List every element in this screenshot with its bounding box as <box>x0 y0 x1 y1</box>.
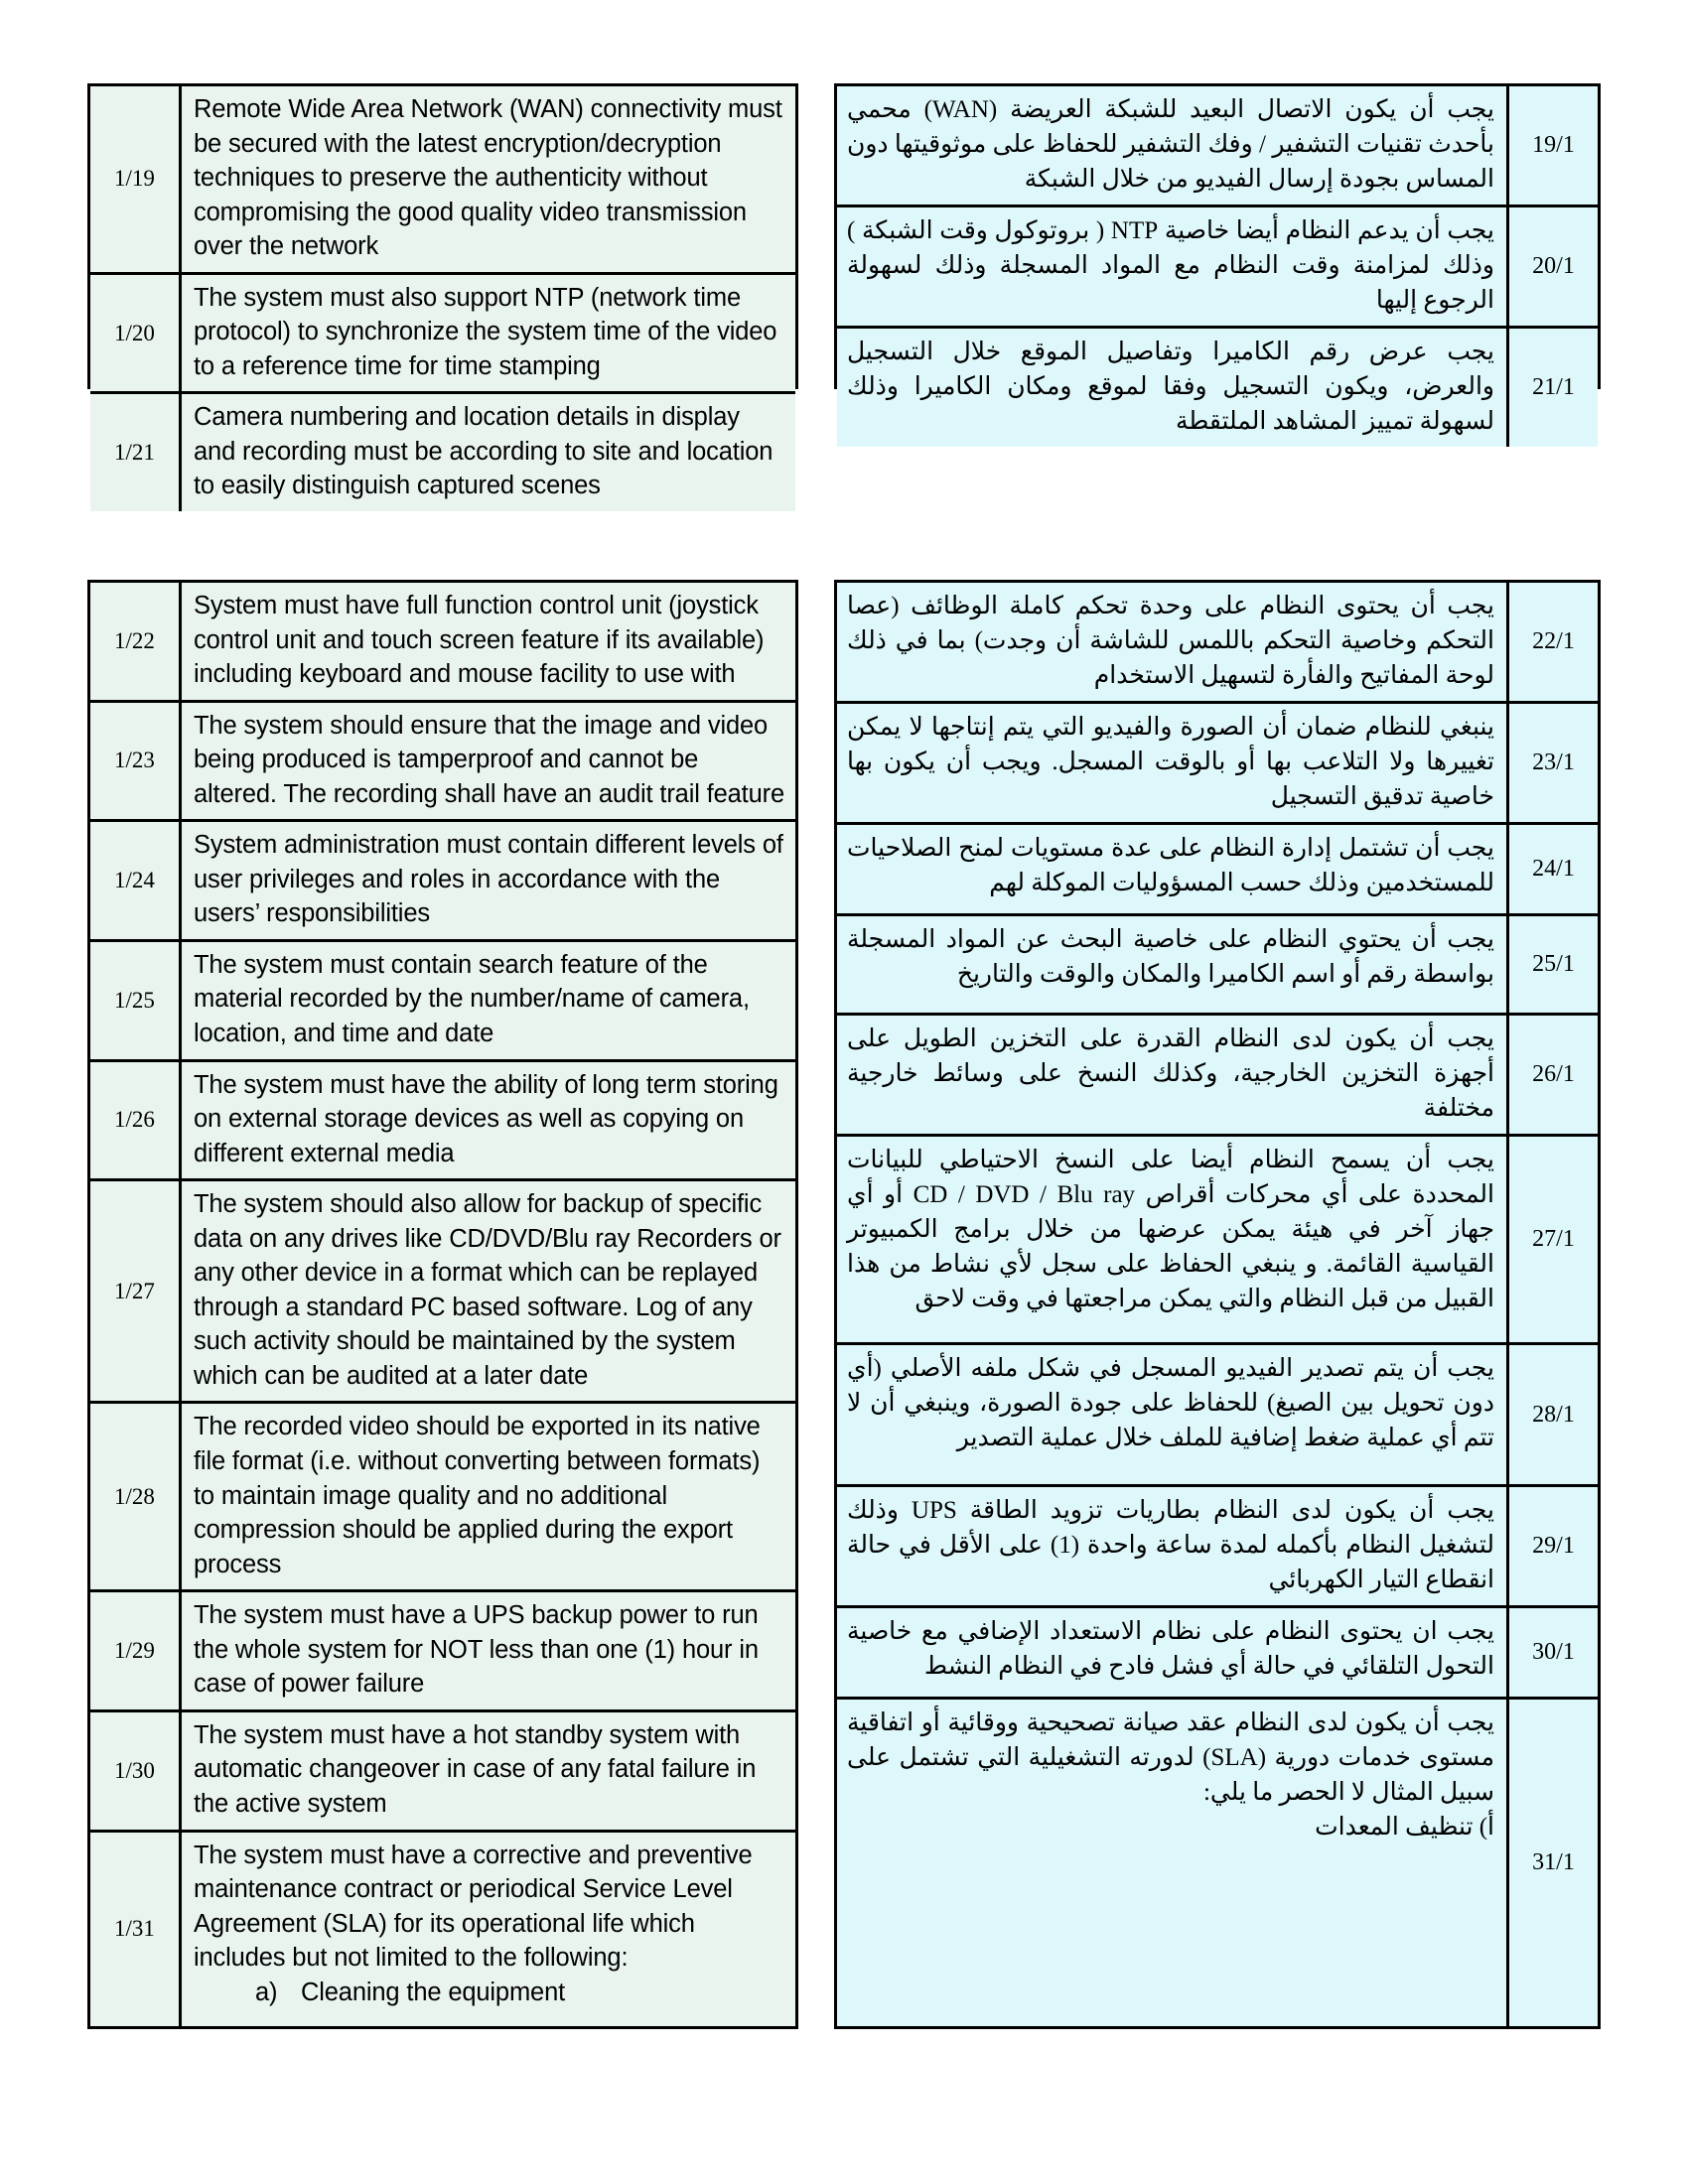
requirements-table-block-1 <box>87 83 1601 500</box>
row-number-en: 1/22 <box>90 583 182 700</box>
table-row <box>837 825 1598 916</box>
table-row <box>837 86 1598 207</box>
requirement-text-ar: يجب أن يكون الاتصال البعيد للشبكة العريضة (WAN) محمي بأحدث تقنيات التشفير / وفك التشفير للحفاظ على موثوقيتها دون المساس بجودة إرسال الفيديو من خلال الشبكة <box>837 86 1506 205</box>
table-row <box>837 1345 1598 1487</box>
requirement-text-ar: يجب أن يحتوي النظام على خاصية البحث عن المواد المسجلة بواسطة رقم أو اسم الكاميرا والمكان والوقت والتاريخ <box>837 916 1506 1013</box>
column-gap <box>798 83 834 389</box>
requirement-text-ar: يجب عرض رقم الكاميرا وتفاصيل الموقع خلال التسجيل والعرض، ويكون التسجيل وفقا لموقع ومكان الكاميرا وذلك لسهولة تمييز المشاهد الملتقطة <box>837 329 1506 447</box>
table-row <box>837 583 1598 704</box>
row-number-en: 1/31 <box>90 1833 182 2027</box>
requirement-text-en: The system must have a hot standby system with automatic changeover in case of any fatal failure in the active system <box>182 1712 795 1830</box>
row-number-en: 1/30 <box>90 1712 182 1830</box>
table-row <box>90 822 795 942</box>
arabic-table-2 <box>834 580 1601 2029</box>
requirement-text-en: Remote Wide Area Network (WAN) connectivity must be secured with the latest encryption/decryption techniques to preserve the authenticity without compromising the good quality video transmission over the network <box>182 86 795 272</box>
requirement-text-ar: يجب أن يتم تصدير الفيديو المسجل في شكل ملفه الأصلي (أي دون تحويل بين الصيغ) للحفاظ على جودة الصورة، وينبغي أن لا تتم أي عملية ضغط إضافية للملف خلال عملية التصدير <box>837 1345 1506 1484</box>
table-row <box>90 583 795 703</box>
table-row <box>90 942 795 1062</box>
row-number-ar: 21/1 <box>1506 329 1598 447</box>
english-table-1 <box>87 83 798 500</box>
requirement-text-ar: يجب أن تشتمل إدارة النظام على عدة مستويات لمنح الصلاحيات للمستخدمين وذلك حسب المسؤوليات الموكلة لهم <box>837 825 1506 913</box>
sub-list-marker: a) <box>255 1978 278 2006</box>
row-number-ar: 31/1 <box>1506 1700 1598 2026</box>
row-number-ar: 28/1 <box>1506 1345 1598 1484</box>
requirement-text-en: System must have full function control unit (joystick control unit and touch screen feature if its available) including keyboard and mouse facility to use with <box>182 583 795 700</box>
requirement-text-en: The system must have a UPS backup power to run the whole system for NOT less than one (1) hour in case of power failure <box>182 1592 795 1709</box>
row-number-en: 1/19 <box>90 86 182 272</box>
row-number-ar: 30/1 <box>1506 1608 1598 1697</box>
row-number-en: 1/28 <box>90 1404 182 1589</box>
requirement-text-en: The system should ensure that the image and video being produced is tamperproof and cannot be altered. The recording shall have an audit trail feature <box>182 703 795 820</box>
requirement-text-ar: يجب أن يحتوى النظام على وحدة تحكم كاملة الوظائف (عصا التحكم وخاصية التحكم باللمس للشاشة أن وجدت) بما في ذلك لوحة المفاتيح والفأرة لتسهيل الاستخدام <box>837 583 1506 701</box>
requirement-text-en: The system must have the ability of long term storing on external storage devices as well as copying on different external media <box>182 1062 795 1179</box>
table-row <box>90 275 795 395</box>
row-number-ar: 24/1 <box>1506 825 1598 913</box>
requirement-text-en: The system must contain search feature of the material recorded by the number/name of camera, location, and time and date <box>182 942 795 1059</box>
table-row <box>837 207 1598 329</box>
table-row <box>90 394 795 511</box>
requirement-text-ar: يجب أن يسمح النظام أيضا على النسخ الاحتياطي للبيانات المحددة على أي محركات أقراص CD / DVD / Blu ray أو أي جهاز آخر في هيئة يمكن عرضها من خلال برامج الكمبيوتر القياسية القائمة. و ينبغي الحفاظ على سجل لأي نشاط من هذا القبيل من قبل النظام والتي يمكن مراجعتها في وقت لاحق <box>837 1137 1506 1342</box>
requirement-text-en: The system must also support NTP (network time protocol) to synchronize the system time of the video to a reference time for time stamping <box>182 275 795 392</box>
row-number-en: 1/23 <box>90 703 182 820</box>
table-row <box>90 1181 795 1404</box>
table-row <box>837 704 1598 825</box>
requirement-text-ar: ينبغي للنظام ضمان أن الصورة والفيديو التي يتم إنتاجها لا يمكن تغييرها ولا التلاعب بها أو بالوقت المسجل. ويجب أن يكون بها خاصية تدقيق التسجيل <box>837 704 1506 822</box>
row-number-en: 1/29 <box>90 1592 182 1709</box>
requirement-text-ar-with-sublist <box>837 1700 1506 2026</box>
english-table-2 <box>87 580 798 2029</box>
row-number-en: 1/20 <box>90 275 182 392</box>
requirement-text-ar: يجب أن يدعم النظام أيضا خاصية NTP ( بروتوكول وقت الشبكة ) وذلك لمزامنة وقت النظام مع المواد المسجلة وذلك لسهولة الرجوع إليها <box>837 207 1506 326</box>
row-number-ar: 19/1 <box>1506 86 1598 205</box>
row-number-en: 1/26 <box>90 1062 182 1179</box>
table-row <box>837 329 1598 447</box>
table-row <box>837 1016 1598 1137</box>
requirements-table-block-2 <box>87 580 1601 2029</box>
requirement-text-en: Camera numbering and location details in display and recording must be according to site and location to easily distinguish captured scenes <box>182 394 795 511</box>
table-row <box>90 703 795 823</box>
row-number-ar: 26/1 <box>1506 1016 1598 1134</box>
requirement-text-ar: يجب أن يكون لدى النظام عقد صيانة تصحيحية ووقائية أو اتفاقية مستوى خدمات دورية (SLA) لدورته التشغيلية التي تشتمل على سبيل المثال لا الحصر ما يلي: <box>847 1709 1494 1806</box>
row-number-en: 1/21 <box>90 394 182 511</box>
requirement-text-en: The system should also allow for backup of specific data on any drives like CD/DVD/Blu ray Recorders or any other device in a format which can be replayed through a standard PC based software. Log of any such activity should be maintained by the system which can be audited at a later date <box>182 1181 795 1401</box>
requirement-text-en: The system must have a corrective and preventive maintenance contract or periodical Service Level Agreement (SLA) for its operational life which includes but not limited to the following: <box>194 1841 753 1973</box>
row-number-ar: 25/1 <box>1506 916 1598 1013</box>
row-number-en: 1/27 <box>90 1181 182 1401</box>
table-row <box>90 86 795 275</box>
table-row <box>90 1592 795 1712</box>
row-number-ar: 27/1 <box>1506 1137 1598 1342</box>
table-row <box>837 916 1598 1016</box>
requirement-text-ar: يجب أن يكون لدى النظام القدرة على التخزين الطويل على أجهزة التخزين الخارجية، وكذلك النسخ على وسائط خارجية مختلفة <box>837 1016 1506 1134</box>
row-number-ar: 29/1 <box>1506 1487 1598 1605</box>
table-row <box>90 1833 795 2027</box>
requirement-text-en-with-sublist <box>182 1833 795 2027</box>
arabic-table-1 <box>834 83 1601 435</box>
table-row <box>837 1137 1598 1345</box>
row-number-ar: 23/1 <box>1506 704 1598 822</box>
table-row <box>90 1712 795 1833</box>
table-row <box>837 1608 1598 1700</box>
row-number-ar: 22/1 <box>1506 583 1598 701</box>
table-row <box>837 1700 1598 2026</box>
column-gap <box>798 580 834 2029</box>
requirement-text-en: The recorded video should be exported in its native file format (i.e. without converting between formats) to maintain image quality and no additional compression should be applied during the export process <box>182 1404 795 1589</box>
sub-list-text: Cleaning the equipment <box>301 1978 566 2006</box>
sub-list-item-a-ar: أ) تنظيف المعدات <box>1315 1814 1494 1841</box>
table-row <box>90 1062 795 1182</box>
row-number-en: 1/25 <box>90 942 182 1059</box>
table-row <box>90 1404 795 1592</box>
row-number-ar: 20/1 <box>1506 207 1598 326</box>
sub-list-item-a <box>194 1976 785 2010</box>
requirement-text-en: System administration must contain different levels of user privileges and roles in accordance with the users’ responsibilities <box>182 822 795 939</box>
requirement-text-ar: يجب ان يحتوى النظام على نظام الاستعداد الإضافي مع خاصية التحول التلقائي في حالة أي فشل فادح في النظام النشط <box>837 1608 1506 1697</box>
requirement-text-ar: يجب أن يكون لدى النظام بطاريات تزويد الطاقة UPS وذلك لتشغيل النظام بأكمله لمدة ساعة واحدة (1) على الأقل في حالة انقطاع التيار الكهربائي <box>837 1487 1506 1605</box>
row-number-en: 1/24 <box>90 822 182 939</box>
table-row <box>837 1487 1598 1608</box>
